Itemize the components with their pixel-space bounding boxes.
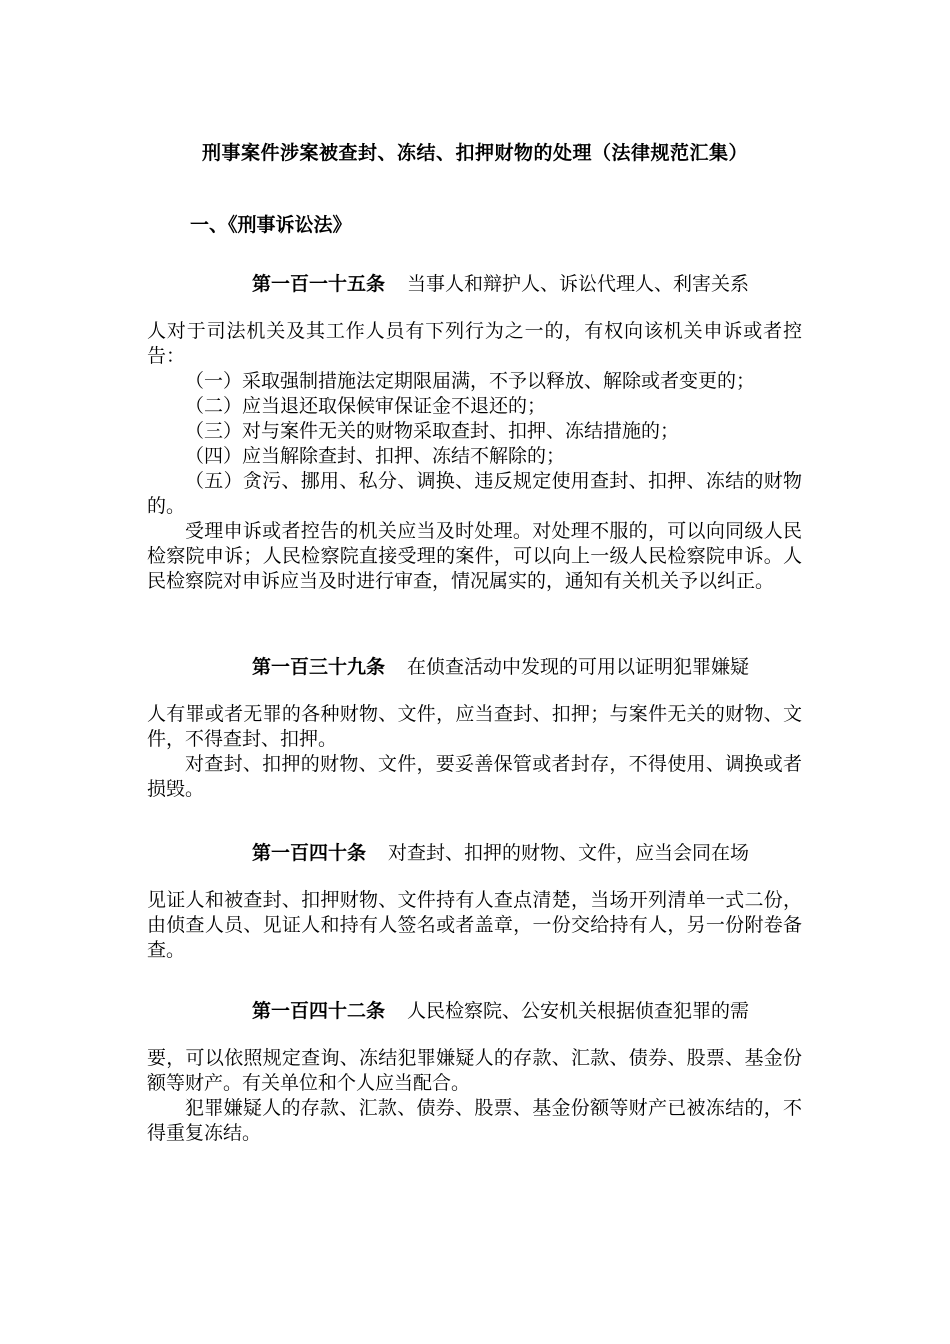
article-item: （一）采取强制措施法定期限届满，不予以释放、解除或者变更的； [185, 370, 756, 392]
article-heading [147, 272, 802, 297]
article-lead-text: 对查封、扣押的财物、文件，应当会同在场 [388, 842, 750, 864]
article-lead-text: 当事人和辩护人、诉讼代理人、利害关系 [407, 273, 750, 295]
article-number: 第一百四十条 [252, 842, 367, 864]
section-heading: 一、《刑事诉讼法》 [190, 214, 352, 236]
article-115 [147, 272, 802, 594]
article-140 [147, 841, 802, 963]
article-number: 第一百三十九条 [252, 656, 386, 678]
article-paragraph: 要，可以依照规定查询、冻结犯罪嫌疑人的存款、汇款、债券、股票、基金份额等财产。有关单位和个人应当配合。 [147, 1047, 802, 1094]
article-item: （四）应当解除查封、扣押、冻结不解除的； [185, 445, 566, 467]
article-item: （三）对与案件无关的财物采取查封、扣押、冻结措施的； [185, 420, 680, 442]
article-item: （二）应当退还取保候审保证金不退还的； [185, 395, 547, 417]
article-paragraph: 见证人和被查封、扣押财物、文件持有人查点清楚，当场开列清单一式二份，由侦查人员、见证人和持有人签名或者盖章，一份交给持有人，另一份附卷备查。 [147, 889, 802, 961]
article-heading [147, 999, 802, 1024]
article-heading [147, 841, 802, 866]
article-139 [147, 655, 802, 802]
document-title: 刑事案件涉案被查封、冻结、扣押财物的处理（法律规范汇集） [201, 142, 748, 164]
article-body [147, 1046, 802, 1146]
article-body [147, 702, 802, 802]
article-body [147, 888, 802, 963]
article-number: 第一百四十二条 [252, 1000, 386, 1022]
article-number: 第一百一十五条 [252, 273, 386, 295]
article-lead-text: 在侦查活动中发现的可用以证明犯罪嫌疑 [407, 656, 750, 678]
article-item: （五）贪污、挪用、私分、调换、违反规定使用查封、扣押、冻结的财物的。 [147, 470, 802, 517]
article-body [147, 319, 802, 594]
article-142 [147, 999, 802, 1146]
article-paragraph: 对查封、扣押的财物、文件，要妥善保管或者封存，不得使用、调换或者损毁。 [147, 753, 802, 800]
article-paragraph: 犯罪嫌疑人的存款、汇款、债券、股票、基金份额等财产已被冻结的，不得重复冻结。 [147, 1097, 802, 1144]
article-paragraph: 人有罪或者无罪的各种财物、文件，应当查封、扣押；与案件无关的财物、文件，不得查封、扣押。 [147, 703, 802, 750]
article-paragraph: 人对于司法机关及其工作人员有下列行为之一的，有权向该机关申诉或者控告： [147, 320, 802, 367]
article-lead-text: 人民检察院、公安机关根据侦查犯罪的需 [407, 1000, 750, 1022]
article-heading [147, 655, 802, 680]
article-paragraph: 受理申诉或者控告的机关应当及时处理。对处理不服的，可以向同级人民检察院申诉；人民检察院直接受理的案件，可以向上一级人民检察院申诉。人民检察院对申诉应当及时进行审查，情况属实的，通知有关机关予以纠正。 [147, 520, 802, 592]
